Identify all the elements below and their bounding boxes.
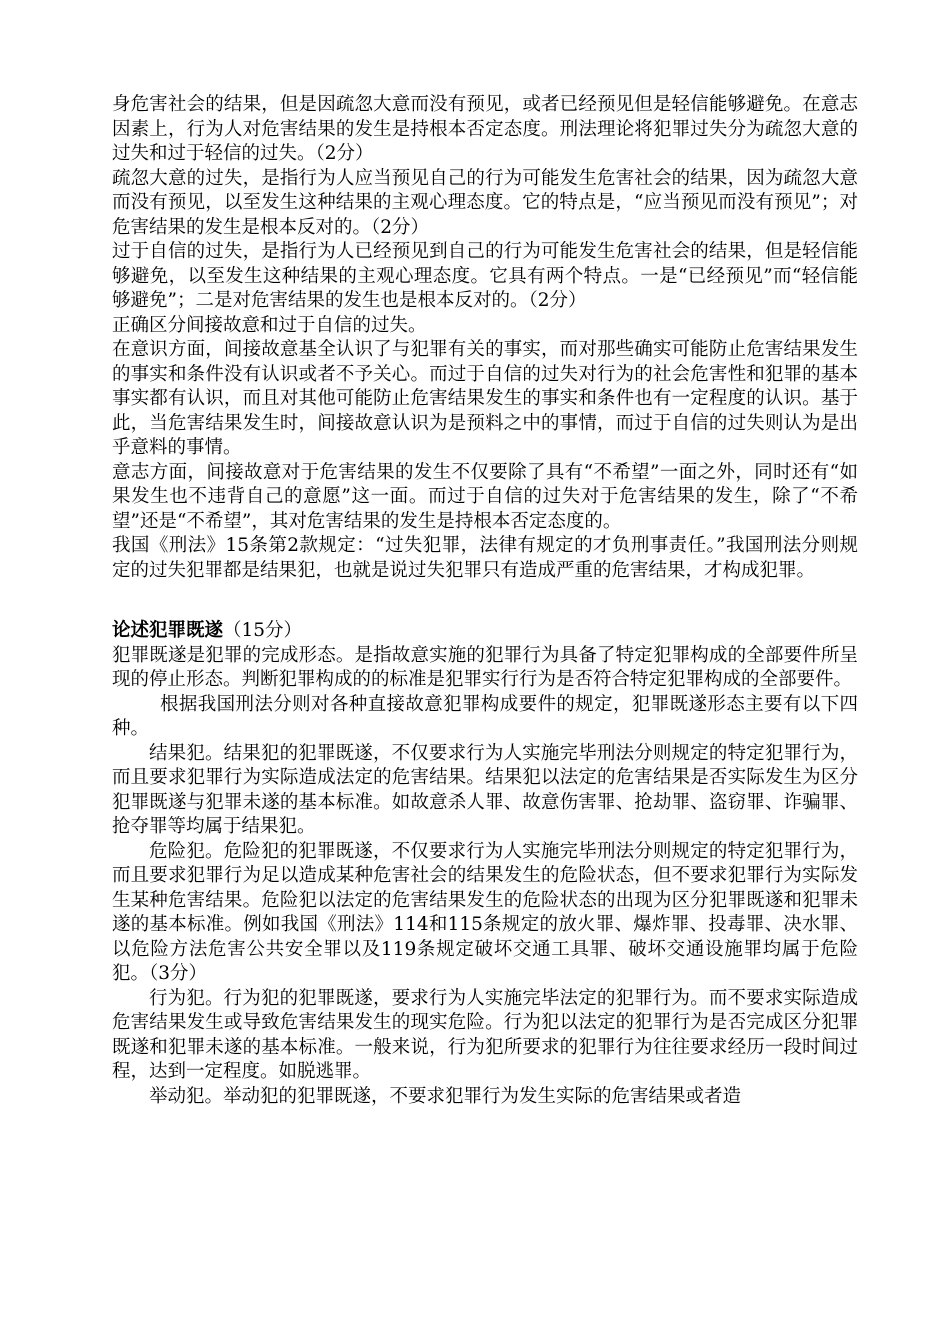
type-act-crime: 举动犯。举动犯的犯罪既遂，不要求犯罪行为发生实际的危害结果或者造 — [149, 1085, 742, 1107]
paragraph-criminal-law-article-15: 我国《刑法》15条第2款规定：“过失犯罪，法律有规定的才负刑事责任。”我国刑法分则规定的过失犯罪都是结果犯，也就是说过失犯罪只有造成严重的危害结果，才构成犯罪。 — [112, 535, 858, 581]
section-heading — [112, 619, 858, 644]
section-gap — [112, 583, 858, 619]
section-lead: 根据我国刑法分则对各种直接故意犯罪构成要件的规定，犯罪既遂形态主要有以下四种。 — [112, 693, 858, 739]
paragraph-negligence-definition: 身危害社会的结果，但是因疏忽大意而没有预见，或者已经预见但是轻信能够避免。在意志因素上，行为人对危害结果的发生是持根本否定态度。刑法理论将犯罪过失分为疏忽大意的过失和过于轻信的过失。（2分） — [112, 94, 858, 164]
paragraph-careless-negligence: 疏忽大意的过失，是指行为人应当预见自己的行为可能发生危害社会的结果，因为疏忽大意而没有预见，以至发生这种结果的主观心理态度。它的特点是，“应当预见而没有预见”；对危害结果的发生是根本反对的。（2分） — [112, 167, 858, 238]
section-intro: 犯罪既遂是犯罪的完成形态。是指故意实施的犯罪行为具备了特定犯罪构成的全部要件所呈现的停止形态。判断犯罪构成的的标准是犯罪实行行为是否符合特定犯罪构成的全部要件。 — [112, 644, 858, 690]
paragraph-overconfident-negligence: 过于自信的过失，是指行为人已经预见到自己的行为可能发生危害社会的结果，但是轻信能够避免，以至发生这种结果的主观心理态度。它具有两个特点。一是“已经预见”而“轻信能够避免”；二是对危害结果的发生也是根本反对的。（2分） — [112, 241, 858, 311]
paragraph-consciousness-aspect: 在意识方面，间接故意基全认识了与犯罪有关的事实，而对那些确实可能防止危害结果发生的事实和条件没有认识或者不予关心。而过于自信的过失对行为的社会危害性和犯罪的基本事实都有认识，而且对其他可能防止危害结果发生的事实和条件也有一定程度的认识。基于此，当危害结果发生时，间接故意认识为是预料之中的事情，而过于自信的过失则认为是出乎意料的事情。 — [112, 339, 858, 458]
type-danger-crime: 危险犯。危险犯的犯罪既遂，不仅要求行为人实施完毕刑法分则规定的特定犯罪行为，而且要求犯罪行为足以造成某种危害社会的结果发生的危险状态，但不要求犯罪行为实际发生某种危害结果。危险犯以法定的危害结果发生的危险状态的出现为区分犯罪既遂和犯罪未遂的基本标准。例如我国《刑法》114和115条规定的放火罪、爆炸罪、投毒罪、决水罪、以危险方法危害公共安全罪以及119条规定破坏交通工具罪、破坏交通设施罪均属于危险犯。（3分） — [112, 840, 858, 984]
paragraph-will-aspect: 意志方面，间接故意对于危害结果的发生不仅要除了具有“不希望”一面之外，同时还有“如果发生也不违背自己的意愿”这一面。而过于自信的过失对于危害结果的发生，除了“不希望”还是“不希望”，其对危害结果的发生是持根本否定态度的。 — [112, 461, 858, 532]
section-score: （15分） — [223, 620, 303, 641]
type-conduct-crime: 行为犯。行为犯的犯罪既遂，要求行为人实施完毕法定的犯罪行为。而不要求实际造成危害结果发生或导致危害结果发生的现实危险。行为犯以法定的犯罪行为是否完成区分犯罪既遂和犯罪未遂的基本标准。一般来说，行为犯所要求的犯罪行为往往要求经历一段时间过程，达到一定程度。如脱逃罪。 — [112, 987, 858, 1082]
type-result-crime: 结果犯。结果犯的犯罪既遂，不仅要求行为人实施完毕刑法分则规定的特定犯罪行为，而且要求犯罪行为实际造成法定的危害结果。结果犯以法定的危害结果是否实际发生为区分犯罪既遂与犯罪未遂的基本标准。如故意杀人罪、故意伤害罪、抢劫罪、盗窃罪、诈骗罪、抢夺罪等均属于结果犯。 — [112, 742, 858, 837]
paragraph-distinction-heading: 正确区分间接故意和过于自信的过失。 — [112, 314, 427, 336]
section-title: 论述犯罪既遂 — [112, 620, 224, 641]
document-page — [112, 93, 858, 1109]
